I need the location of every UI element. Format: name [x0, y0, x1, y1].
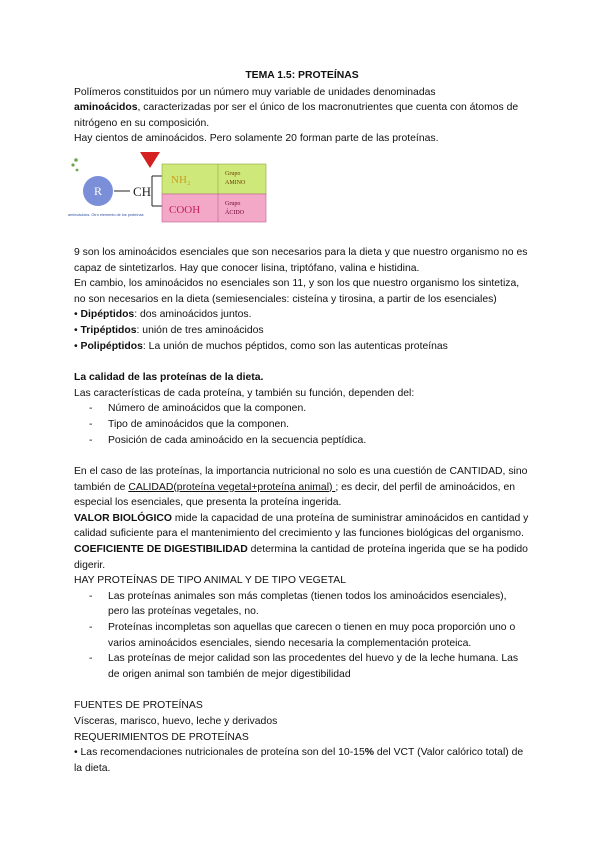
- arrow-down-icon: [140, 152, 160, 168]
- ch-label: CH: [133, 183, 152, 199]
- list-item: - Tipo de aminoácidos que la componen.: [108, 417, 530, 433]
- peptide-term: Tripéptidos: [80, 324, 137, 336]
- quality-intro: Las características de cada proteína, y también su función, dependen del:: [74, 387, 415, 399]
- list-item: - Proteínas incompletas son aquellas que carecen o tienen en muy poca proporción uno o varios aminoácidos esenciales, siendo necesaria la complementación proteica.: [108, 620, 530, 651]
- acid-group-label: Grupo ÁCIDO: [225, 200, 244, 216]
- essentials-paragraph: 9 son los aminoácidos esenciales que son necesarios para la dieta y que nuestro organismo no es capaz de sintetizarlos. Hay que conocer lisina, triptófano, valina e histidina.: [74, 246, 528, 274]
- percent-sign: %: [364, 747, 374, 759]
- cooh-label: COOH: [169, 203, 201, 216]
- document-title: TEMA 1.5: PROTEÍNAS: [245, 70, 359, 81]
- peptide-item: • Tripéptidos: unión de tres aminoácidos: [74, 324, 264, 336]
- amino-acid-diagram: [68, 150, 268, 230]
- requirements-heading: REQUERIMIENTOS DE PROTEÍNAS: [74, 731, 249, 743]
- intro-line: Polímeros constituidos por un número muy variable de unidades denominadas: [74, 86, 436, 98]
- intro-paragraph: [74, 85, 530, 132]
- quality-underlined: CALIDAD(proteína vegetal+proteína animal): [128, 481, 336, 493]
- spacer: [74, 682, 530, 698]
- spacer: [74, 354, 530, 370]
- digestibility-term: COEFICIENTE DE DIGESTIBILIDAD: [74, 544, 248, 556]
- intro-bold-term: aminoácidos: [74, 102, 138, 114]
- quality-heading: La calidad de las proteínas de la dieta.: [74, 372, 264, 384]
- biological-value-term: VALOR BIOLÓGICO: [74, 512, 172, 524]
- decor-dot-3: [76, 169, 79, 172]
- r-label: R: [93, 183, 103, 198]
- intro-rest: , caracterizadas por ser el único de los macronutrientes que cuenta con átomos de nitrógeno en su composición.: [74, 102, 519, 129]
- requirements-paragraph: • Las recomendaciones nutricionales de proteína son del 10-15% del VCT (Valor calórico total) de la dieta.: [74, 747, 524, 774]
- peptide-term: Dipéptidos: [80, 309, 135, 321]
- document-page: [68, 68, 530, 776]
- peptide-term: Polipéptidos: [80, 340, 143, 352]
- quality-list: [74, 401, 530, 448]
- sources-heading: FUENTES DE PROTEÍNAS: [74, 700, 203, 712]
- intro-line3: Hay cientos de aminoácidos. Pero solamente 20 forman parte de las proteínas.: [74, 133, 439, 145]
- nh2-label: NH₂: [171, 173, 191, 186]
- peptide-item: • Dipéptidos: dos aminoácidos juntos.: [74, 309, 252, 321]
- biological-value-paragraph: VALOR BIOLÓGICO mide la capacidad de una proteína de suministrar aminoácidos en cantidad y calidad suficiente para el mantenimiento del crecimiento y las funciones biológicas del organismo.: [74, 512, 529, 540]
- amino-group-label: Grupo AMINO: [225, 170, 246, 186]
- figure-caption: aminoácidos. Otro elemento de los proteínas: [68, 212, 144, 217]
- peptide-def: : dos aminoácidos juntos.: [134, 309, 252, 321]
- types-list: [74, 589, 530, 683]
- decor-dot-1: [74, 158, 78, 162]
- list-item: - Las proteínas de mejor calidad son las procedentes del huevo y de la leche humana. Las de origen animal son también de mejor digestibilidad: [108, 651, 530, 682]
- spacer: [74, 230, 530, 245]
- sources-text: Vísceras, marisco, huevo, leche y derivados: [74, 716, 278, 727]
- peptide-item: • Polipéptidos: La unión de muchos péptidos, como son las autenticas proteínas: [74, 340, 448, 352]
- list-item: - Las proteínas animales son más completas (tienen todos los aminoácidos esenciales), pero las proteínas vegetales, no.: [108, 589, 530, 620]
- list-item: - Posición de cada aminoácido en la secuencia peptídica.: [108, 433, 530, 449]
- list-item: - Número de aminoácidos que la componen.: [108, 401, 530, 417]
- peptide-def: : unión de tres aminoácidos: [136, 324, 264, 336]
- spacer: [74, 448, 530, 464]
- decor-dot-2: [71, 163, 74, 166]
- nonessentials-paragraph: En cambio, los aminoácidos no esenciales son 11, y son los que nuestro organismo los sintetiza, no son necesarios en la dieta (semiesenciales: cisteína y tirosina, a partir de los esenciales): [74, 278, 520, 305]
- nutrition-paragraph: En el caso de las proteínas, la importancia nutricional no solo es una cuestión de CANTIDAD, sino también de CALIDAD(proteína vegetal+proteína animal) ; es decir, del perfil de aminoácidos, en especial los esenciales, que presenta la proteína ingerida.: [74, 466, 528, 509]
- peptide-def: : La unión de muchos péptidos, como son las autenticas proteínas: [142, 340, 448, 352]
- amino-acid-figure: [68, 150, 268, 230]
- digestibility-paragraph: COEFICIENTE DE DIGESTIBILIDAD determina la cantidad de proteína ingerida que se ha podido digerir.: [74, 544, 528, 571]
- types-heading: HAY PROTEÍNAS DE TIPO ANIMAL Y DE TIPO VEGETAL: [74, 575, 346, 587]
